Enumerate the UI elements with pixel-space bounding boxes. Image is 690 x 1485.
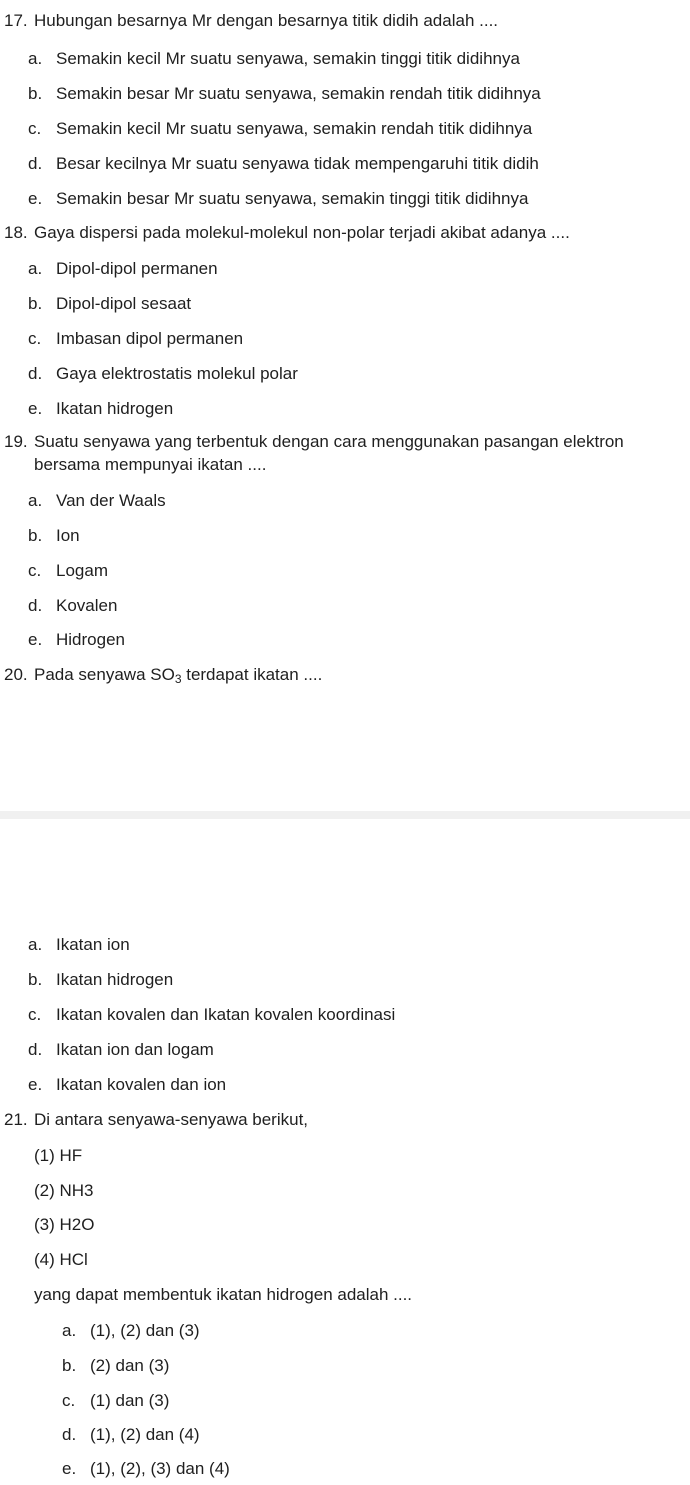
question-text-after: terdapat ikatan .... bbox=[181, 665, 323, 684]
compound-item-2: (2) NH3 bbox=[34, 1181, 94, 1200]
option-text: Dipol-dipol permanen bbox=[56, 259, 218, 278]
option-letter: d. bbox=[62, 1425, 77, 1444]
option-text: Ikatan ion bbox=[56, 935, 130, 954]
question-number: 21. bbox=[4, 1110, 28, 1129]
compound-item-1: (1) HF bbox=[34, 1146, 83, 1165]
option-text: Hidrogen bbox=[56, 630, 125, 649]
option-text: Ikatan ion dan logam bbox=[56, 1040, 214, 1059]
option-21c[interactable] bbox=[62, 1390, 169, 1412]
option-19b[interactable] bbox=[28, 525, 80, 547]
option-letter: d. bbox=[28, 154, 43, 173]
section-divider bbox=[0, 811, 690, 819]
option-18a[interactable] bbox=[28, 258, 218, 280]
option-letter: a. bbox=[28, 259, 43, 278]
option-letter: e. bbox=[28, 630, 43, 649]
option-20b[interactable] bbox=[28, 969, 173, 991]
option-text: Semakin besar Mr suatu senyawa, semakin rendah titik didihnya bbox=[56, 84, 541, 103]
question-18 bbox=[4, 222, 570, 244]
option-19d[interactable] bbox=[28, 595, 117, 617]
option-20c[interactable] bbox=[28, 1004, 395, 1026]
option-text: Besar kecilnya Mr suatu senyawa tidak mempengaruhi titik didih bbox=[56, 154, 539, 173]
question-number: 17. bbox=[4, 11, 28, 30]
option-letter: c. bbox=[28, 329, 42, 348]
option-20a[interactable] bbox=[28, 934, 130, 956]
option-letter: b. bbox=[28, 294, 43, 313]
option-letter: d. bbox=[28, 364, 43, 383]
option-text: Semakin besar Mr suatu senyawa, semakin tinggi titik didihnya bbox=[56, 189, 529, 208]
option-20e[interactable] bbox=[28, 1074, 226, 1096]
option-21d[interactable] bbox=[62, 1424, 200, 1446]
option-21e[interactable] bbox=[62, 1458, 230, 1480]
option-17b[interactable] bbox=[28, 83, 541, 105]
question-17 bbox=[4, 10, 498, 32]
option-text: Gaya elektrostatis molekul polar bbox=[56, 364, 298, 383]
option-18b[interactable] bbox=[28, 293, 191, 315]
option-19a[interactable] bbox=[28, 490, 166, 512]
option-letter: d. bbox=[28, 596, 43, 615]
option-text: Kovalen bbox=[56, 596, 118, 615]
question-19-continued: bersama mempunyai ikatan .... bbox=[34, 455, 267, 474]
option-18c[interactable] bbox=[28, 328, 243, 350]
option-text: Van der Waals bbox=[56, 491, 166, 510]
option-text: (1), (2), (3) dan (4) bbox=[90, 1459, 230, 1478]
option-21a[interactable] bbox=[62, 1320, 200, 1342]
option-letter: e. bbox=[28, 1075, 43, 1094]
option-text: Dipol-dipol sesaat bbox=[56, 294, 192, 313]
option-17a[interactable] bbox=[28, 48, 520, 70]
question-number: 20. bbox=[4, 665, 28, 684]
option-letter: b. bbox=[28, 526, 43, 545]
option-letter: a. bbox=[28, 935, 43, 954]
question-number: 19. bbox=[4, 432, 28, 451]
question-text: Hubungan besarnya Mr dengan besarnya titik didih adalah .... bbox=[34, 11, 499, 30]
compound-item-3: (3) H2O bbox=[34, 1215, 95, 1234]
option-text: Semakin kecil Mr suatu senyawa, semakin rendah titik didihnya bbox=[56, 119, 533, 138]
option-letter: c. bbox=[28, 561, 42, 580]
question-20 bbox=[4, 664, 322, 686]
option-letter: a. bbox=[62, 1321, 77, 1340]
option-18d[interactable] bbox=[28, 363, 298, 385]
option-letter: e. bbox=[28, 399, 43, 418]
option-19c[interactable] bbox=[28, 560, 108, 582]
option-21b[interactable] bbox=[62, 1355, 169, 1377]
option-text: Logam bbox=[56, 561, 108, 580]
question-number: 18. bbox=[4, 223, 28, 242]
option-text: Semakin kecil Mr suatu senyawa, semakin tinggi titik didihnya bbox=[56, 49, 520, 68]
option-text: Ion bbox=[56, 526, 80, 545]
question-text: Di antara senyawa-senyawa berikut, bbox=[34, 1110, 309, 1129]
option-letter: a. bbox=[28, 491, 43, 510]
option-text: Ikatan kovalen dan ion bbox=[56, 1075, 227, 1094]
question-text-line1: Suatu senyawa yang terbentuk dengan cara menggunakan pasangan elektron bbox=[34, 432, 624, 451]
option-18e[interactable] bbox=[28, 398, 173, 420]
option-text: Ikatan hidrogen bbox=[56, 970, 174, 989]
question-text-before: Pada senyawa SO bbox=[34, 665, 175, 684]
option-letter: e. bbox=[62, 1459, 77, 1478]
option-text: (1), (2) dan (3) bbox=[90, 1321, 200, 1340]
option-letter: c. bbox=[62, 1391, 76, 1410]
compound-item-4: (4) HCl bbox=[34, 1250, 88, 1269]
option-letter: b. bbox=[62, 1356, 77, 1375]
subscript: 3 bbox=[174, 672, 182, 686]
option-text: Imbasan dipol permanen bbox=[56, 329, 244, 348]
option-letter: b. bbox=[28, 970, 43, 989]
option-20d[interactable] bbox=[28, 1039, 214, 1061]
option-19e[interactable] bbox=[28, 629, 125, 651]
option-letter: d. bbox=[28, 1040, 43, 1059]
question-19 bbox=[4, 431, 624, 453]
question-21 bbox=[4, 1109, 308, 1131]
option-text: (1), (2) dan (4) bbox=[90, 1425, 200, 1444]
question-21-prompt: yang dapat membentuk ikatan hidrogen adalah .... bbox=[34, 1285, 413, 1304]
option-letter: e. bbox=[28, 189, 43, 208]
option-text: (2) dan (3) bbox=[90, 1356, 170, 1375]
option-17c[interactable] bbox=[28, 118, 532, 140]
option-letter: c. bbox=[28, 1005, 42, 1024]
question-text: Gaya dispersi pada molekul-molekul non-polar terjadi akibat adanya .... bbox=[34, 223, 570, 242]
option-17d[interactable] bbox=[28, 153, 539, 175]
option-17e[interactable] bbox=[28, 188, 528, 210]
option-letter: c. bbox=[28, 119, 42, 138]
option-letter: b. bbox=[28, 84, 43, 103]
option-text: (1) dan (3) bbox=[90, 1391, 170, 1410]
option-text: Ikatan kovalen dan Ikatan kovalen koordinasi bbox=[56, 1005, 396, 1024]
option-text: Ikatan hidrogen bbox=[56, 399, 174, 418]
option-letter: a. bbox=[28, 49, 43, 68]
